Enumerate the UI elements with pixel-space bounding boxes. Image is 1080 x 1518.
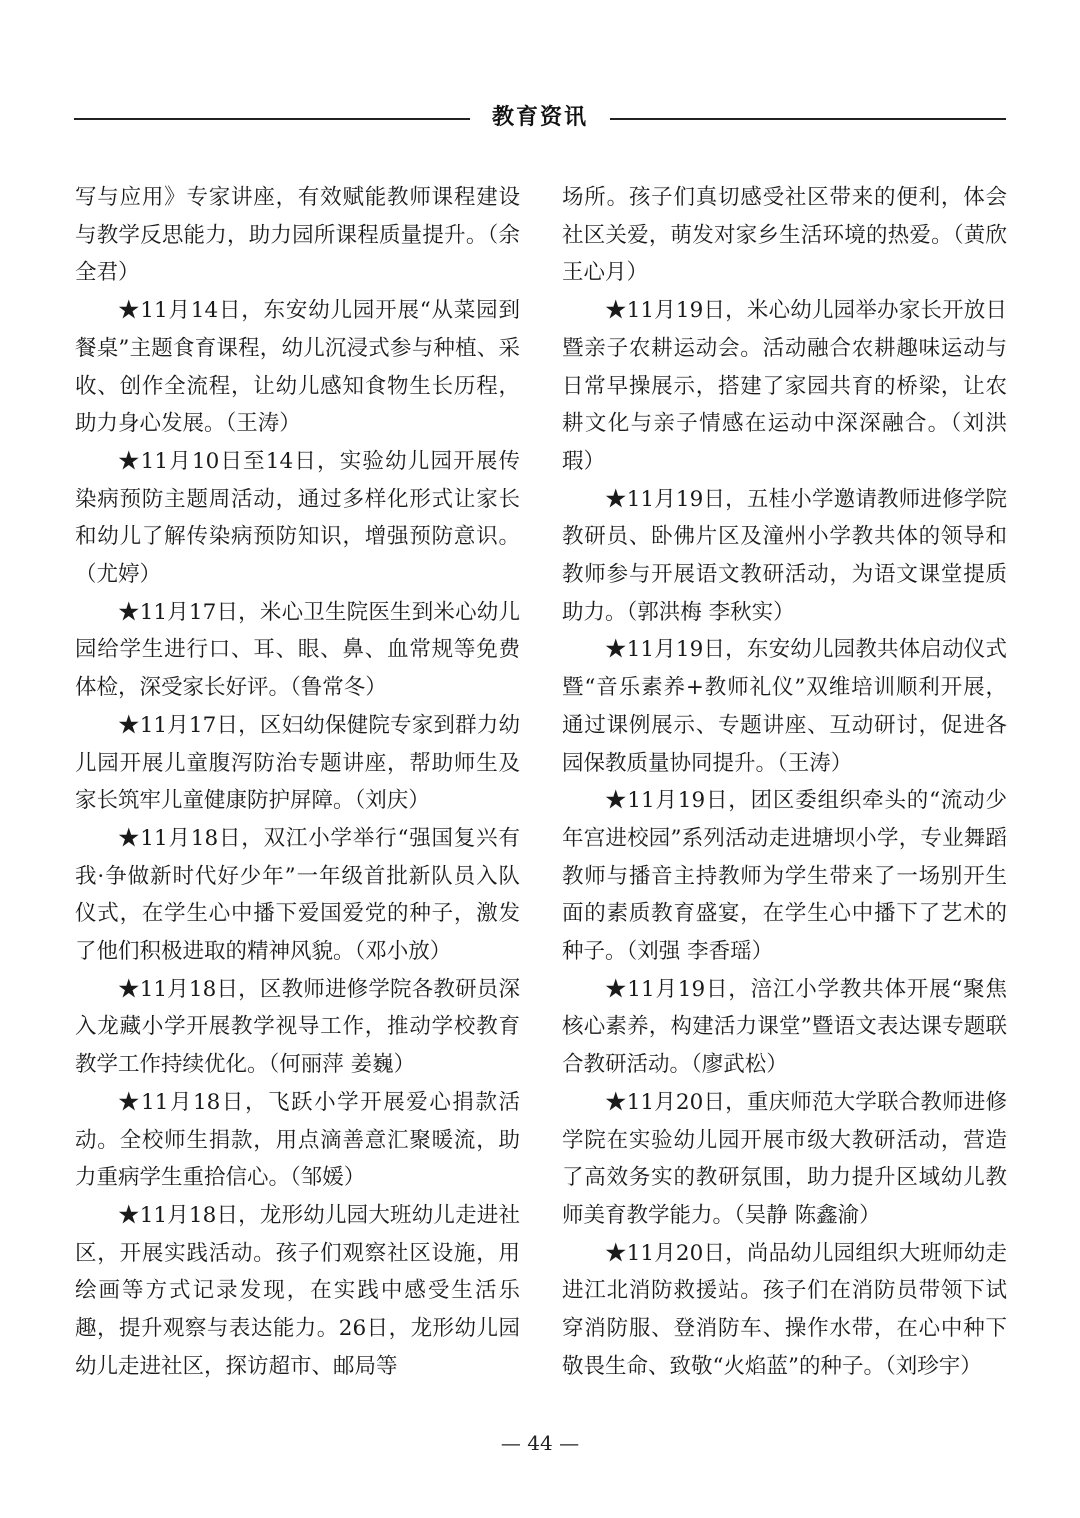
news-item: ★11月18日，双江小学举行“强国复兴有我·争做新时代好少年”一年级首批新队员入队仪式，在学生心中播下爱国爱党的种子，激发了他们积极进取的精神风貌。（邓小放） [75,825,520,965]
news-item: 场所。孩子们真切感受社区带来的便利，体会社区关爱，萌发对家乡生活环境的热爱。（黄欣 王心月） [562,185,1029,286]
news-item: ★11月18日，龙形幼儿园大班幼儿走进社区，开展实践活动。孩子们观察社区设施，用绘画等方式记录发现，在实践中感受生活乐趣，提升观察与表达能力。26日，龙形幼儿园幼儿走进社区，探访超市、邮局等 [75,1202,520,1379]
page-header [74,98,1006,138]
section-title: 教育资讯 [491,105,588,130]
header-rule-left [74,118,470,120]
news-item: ★11月10日至14日，实验幼儿园开展传染病预防主题周活动，通过多样化形式让家长和幼儿了解传染病预防知识，增强预防意识。（尤婷） [75,448,520,588]
news-item: ★11月19日，团区委组织牵头的“流动少年宫进校园”系列活动走进塘坝小学，专业舞蹈教师与播音主持教师为学生带来了一场别开生面的素质教育盛宴，在学生心中播下了艺术的种子。（刘强 李香瑶） [562,788,1007,965]
news-item: ★11月19日，涪江小学教共体开展“聚焦核心素养，构建活力课堂”暨语文表达课专题联合教研活动。（廖武松） [562,976,1007,1078]
news-item: ★11月17日，米心卫生院医生到米心幼儿园给学生进行口、耳、眼、鼻、血常规等免费体检，深受家长好评。（鲁常冬） [75,599,520,701]
news-item: 写与应用》专家讲座，有效赋能教师课程建设与教学反思能力，助力园所课程质量提升。（余全君） [75,185,520,286]
news-item: ★11月20日，重庆师范大学联合教师进修学院在实验幼儿园开展市级大教研活动，营造了高效务实的教研氛围，助力提升区域幼儿教师美育教学能力。（吴静 陈鑫渝） [562,1089,1007,1228]
news-item: ★11月20日，尚品幼儿园组织大班师幼走进江北消防救援站。孩子们在消防员带领下试穿消防服、登消防车、操作水带，在心中种下敬畏生命、致敬“火焰蓝”的种子。（刘珍宇） [562,1240,1007,1379]
page-number: — 44 — [500,1431,580,1455]
header-rule-right [610,118,1006,120]
news-item: ★11月18日，飞跃小学开展爱心捐款活动。全校师生捐款，用点滴善意汇聚暖流，助力重病学生重拾信心。（邹媛） [75,1089,520,1191]
news-item: ★11月18日，区教师进修学院各教研员深入龙藏小学开展教学视导工作，推动学校教育教学工作持续优化。（何丽萍 姜巍） [75,976,520,1078]
news-item: ★11月19日，东安幼儿园教共体启动仪式暨“音乐素养+教师礼仪”双维培训顺利开展，通过课例展示、专题讲座、互动研讨，促进各园保教质量协同提升。（王涛） [562,637,1007,776]
left-column [75,179,520,1386]
news-item: ★11月19日，米心幼儿园举办家长开放日暨亲子农耕运动会。活动融合农耕趣味运动与日常早操展示，搭建了家园共育的桥梁，让农耕文化与亲子情感在运动中深深融合。（刘洪瑕） [562,298,1007,474]
news-item: ★11月19日，五桂小学邀请教师进修学院教研员、卧佛片区及潼州小学教共体的领导和教师参与开展语文教研活动，为语文课堂提质助力。（郭洪梅 李秋实） [562,486,1007,625]
news-item: ★11月14日，东安幼儿园开展“从菜园到餐桌”主题食育课程，幼儿沉浸式参与种植、采收、创作全流程，让幼儿感知食物生长历程，助力身心发展。（王涛） [75,298,520,437]
right-column [562,179,1029,1386]
news-item: ★11月17日，区妇幼保健院专家到群力幼儿园开展儿童腹泻防治专题讲座，帮助师生及家长筑牢儿童健康防护屏障。（刘庆） [75,712,520,814]
